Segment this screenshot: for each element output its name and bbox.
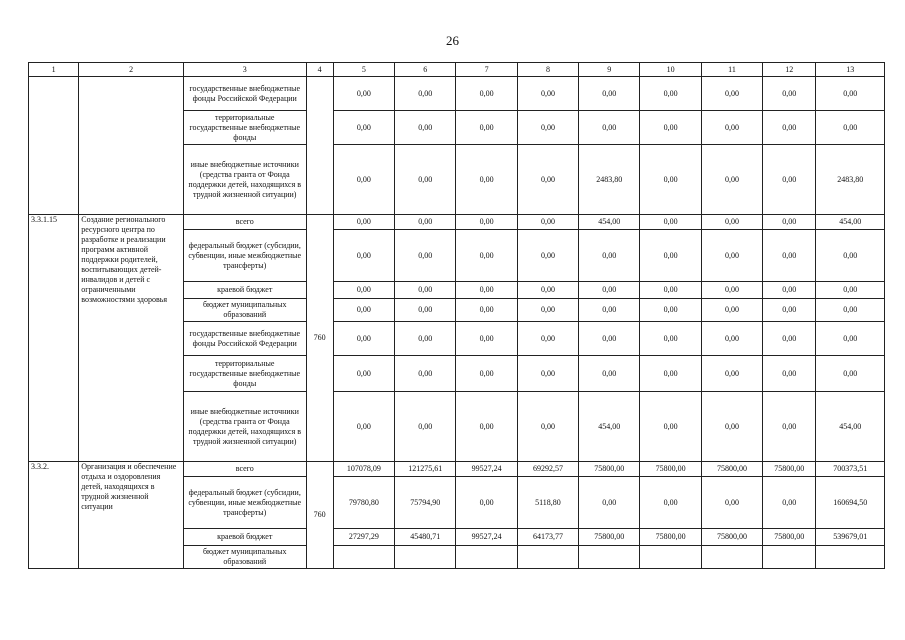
amount-cell: 0,00: [579, 282, 640, 299]
amount-cell: 0,00: [816, 230, 885, 282]
source-cell: бюджет муниципальных образований: [183, 299, 306, 322]
amount-cell: 0,00: [517, 322, 578, 356]
amount-cell: 0,00: [763, 230, 816, 282]
amount-cell: 0,00: [701, 299, 762, 322]
source-cell: федеральный бюджет (субсидии, субвенции, иные межбюджетные трансферты): [183, 230, 306, 282]
table-row: [29, 215, 885, 230]
amount-cell: 0,00: [640, 282, 701, 299]
source-cell: бюджет муниципальных образований: [183, 546, 306, 569]
amount-cell: 0,00: [701, 322, 762, 356]
amount-cell: 0,00: [763, 322, 816, 356]
amount-cell: 0,00: [456, 282, 517, 299]
amount-cell: 27297,29: [333, 529, 394, 546]
amount-cell: 0,00: [517, 392, 578, 462]
amount-cell: 0,00: [333, 392, 394, 462]
amount-cell: 0,00: [763, 392, 816, 462]
amount-cell: 2483,80: [579, 145, 640, 215]
amount-cell: 0,00: [517, 299, 578, 322]
column-number: 7: [456, 63, 517, 77]
amount-cell: 0,00: [579, 299, 640, 322]
amount-cell: 0,00: [640, 322, 701, 356]
amount-cell: 0,00: [763, 282, 816, 299]
amount-cell: [640, 546, 701, 569]
item-code: 3.3.1.15: [29, 215, 79, 462]
amount-cell: 75800,00: [579, 529, 640, 546]
amount-cell: 0,00: [395, 356, 456, 392]
table-body: [29, 63, 885, 569]
item-name: Организация и обеспечение отдыха и оздоровления детей, находящихся в трудной жизненной ситуации: [79, 462, 184, 569]
amount-cell: 107078,09: [333, 462, 394, 477]
amount-cell: 0,00: [640, 299, 701, 322]
amount-cell: 0,00: [456, 111, 517, 145]
budget-table: [28, 62, 885, 569]
amount-cell: 0,00: [395, 299, 456, 322]
code-cell: [29, 77, 79, 215]
amount-cell: 69292,57: [517, 462, 578, 477]
column-number: 3: [183, 63, 306, 77]
amount-cell: 75800,00: [763, 462, 816, 477]
amount-cell: 0,00: [579, 77, 640, 111]
amount-cell: 0,00: [456, 392, 517, 462]
name-cell: [79, 77, 184, 215]
amount-cell: 75800,00: [579, 462, 640, 477]
amount-cell: 0,00: [456, 356, 517, 392]
amount-cell: 0,00: [395, 392, 456, 462]
amount-cell: 0,00: [517, 230, 578, 282]
amount-cell: 45480,71: [395, 529, 456, 546]
amount-cell: 0,00: [395, 282, 456, 299]
grbs-code: 760: [306, 462, 333, 569]
amount-cell: 121275,61: [395, 462, 456, 477]
column-number: 1: [29, 63, 79, 77]
amount-cell: [333, 546, 394, 569]
amount-cell: 0,00: [701, 77, 762, 111]
amount-cell: 0,00: [701, 230, 762, 282]
amount-cell: 75794,90: [395, 477, 456, 529]
source-cell: иные внебюджетные источники (средства гранта от Фонда поддержки детей, находящихся в трудной жизненной ситуации): [183, 145, 306, 215]
column-number: 10: [640, 63, 701, 77]
amount-cell: [579, 546, 640, 569]
amount-cell: 0,00: [333, 282, 394, 299]
amount-cell: 0,00: [456, 299, 517, 322]
amount-cell: 0,00: [763, 356, 816, 392]
header-row: [29, 63, 885, 77]
amount-cell: 0,00: [395, 215, 456, 230]
amount-cell: [517, 546, 578, 569]
amount-cell: [701, 546, 762, 569]
amount-cell: 0,00: [816, 111, 885, 145]
amount-cell: 0,00: [333, 111, 394, 145]
amount-cell: 0,00: [640, 477, 701, 529]
amount-cell: 0,00: [395, 77, 456, 111]
column-number: 6: [395, 63, 456, 77]
amount-cell: 0,00: [701, 392, 762, 462]
amount-cell: 0,00: [456, 145, 517, 215]
amount-cell: 2483,80: [816, 145, 885, 215]
item-code: 3.3.2.: [29, 462, 79, 569]
amount-cell: 0,00: [701, 356, 762, 392]
amount-cell: 0,00: [816, 322, 885, 356]
amount-cell: 0,00: [701, 215, 762, 230]
amount-cell: 0,00: [333, 299, 394, 322]
amount-cell: 0,00: [816, 282, 885, 299]
amount-cell: 0,00: [517, 356, 578, 392]
amount-cell: 454,00: [579, 215, 640, 230]
amount-cell: 0,00: [701, 282, 762, 299]
amount-cell: 0,00: [640, 356, 701, 392]
amount-cell: 0,00: [579, 322, 640, 356]
amount-cell: 0,00: [640, 145, 701, 215]
amount-cell: 0,00: [333, 77, 394, 111]
amount-cell: 0,00: [640, 215, 701, 230]
amount-cell: 160694,50: [816, 477, 885, 529]
amount-cell: 0,00: [456, 230, 517, 282]
amount-cell: 0,00: [333, 215, 394, 230]
amount-cell: 0,00: [517, 111, 578, 145]
source-cell: территориальные государственные внебюджетные фонды: [183, 111, 306, 145]
column-number: 8: [517, 63, 578, 77]
amount-cell: 0,00: [763, 145, 816, 215]
amount-cell: 454,00: [816, 215, 885, 230]
source-cell: всего: [183, 215, 306, 230]
source-cell: краевой бюджет: [183, 529, 306, 546]
amount-cell: 0,00: [517, 77, 578, 111]
amount-cell: 0,00: [456, 77, 517, 111]
amount-cell: 0,00: [763, 77, 816, 111]
amount-cell: 0,00: [640, 230, 701, 282]
amount-cell: 75800,00: [640, 462, 701, 477]
amount-cell: 454,00: [816, 392, 885, 462]
amount-cell: 0,00: [816, 356, 885, 392]
amount-cell: 0,00: [456, 215, 517, 230]
amount-cell: [763, 546, 816, 569]
amount-cell: 0,00: [816, 77, 885, 111]
amount-cell: 99527,24: [456, 529, 517, 546]
amount-cell: 0,00: [579, 230, 640, 282]
amount-cell: 454,00: [579, 392, 640, 462]
amount-cell: 0,00: [763, 477, 816, 529]
amount-cell: [816, 546, 885, 569]
column-number: 11: [701, 63, 762, 77]
source-cell: государственные внебюджетные фонды Российской Федерации: [183, 322, 306, 356]
amount-cell: 0,00: [640, 77, 701, 111]
amount-cell: 0,00: [640, 111, 701, 145]
amount-cell: 75800,00: [701, 529, 762, 546]
source-cell: краевой бюджет: [183, 282, 306, 299]
amount-cell: 0,00: [333, 356, 394, 392]
source-cell: всего: [183, 462, 306, 477]
amount-cell: 0,00: [333, 145, 394, 215]
source-cell: территориальные государственные внебюджетные фонды: [183, 356, 306, 392]
amount-cell: 0,00: [579, 356, 640, 392]
source-cell: федеральный бюджет (субсидии, субвенции, иные межбюджетные трансферты): [183, 477, 306, 529]
grbs-cell: [306, 77, 333, 215]
amount-cell: 75800,00: [640, 529, 701, 546]
grbs-code: 760: [306, 215, 333, 462]
amount-cell: 64173,77: [517, 529, 578, 546]
column-number: 12: [763, 63, 816, 77]
amount-cell: 0,00: [395, 322, 456, 356]
amount-cell: 0,00: [701, 145, 762, 215]
amount-cell: 539679,01: [816, 529, 885, 546]
amount-cell: 0,00: [517, 215, 578, 230]
amount-cell: 0,00: [517, 282, 578, 299]
amount-cell: [395, 546, 456, 569]
amount-cell: 0,00: [816, 299, 885, 322]
amount-cell: 0,00: [333, 322, 394, 356]
amount-cell: 5118,80: [517, 477, 578, 529]
amount-cell: 0,00: [640, 392, 701, 462]
amount-cell: 700373,51: [816, 462, 885, 477]
amount-cell: 0,00: [395, 230, 456, 282]
column-number: 4: [306, 63, 333, 77]
item-name: Создание регионального ресурсного центра по разработке и реализации программ активной поддержки родителей, воспитывающих детей-инвалидов и детей с ограниченными возможностями здоровья: [79, 215, 184, 462]
column-number: 2: [79, 63, 184, 77]
amount-cell: 0,00: [701, 477, 762, 529]
source-cell: иные внебюджетные источники (средства гранта от Фонда поддержки детей, находящихся в трудной жизненной ситуации): [183, 392, 306, 462]
amount-cell: 75800,00: [701, 462, 762, 477]
amount-cell: 0,00: [763, 111, 816, 145]
amount-cell: 0,00: [763, 215, 816, 230]
amount-cell: 0,00: [456, 477, 517, 529]
column-number: 5: [333, 63, 394, 77]
source-cell: государственные внебюджетные фонды Российской Федерации: [183, 77, 306, 111]
column-number: 13: [816, 63, 885, 77]
amount-cell: 0,00: [395, 145, 456, 215]
amount-cell: 75800,00: [763, 529, 816, 546]
amount-cell: 79780,80: [333, 477, 394, 529]
amount-cell: [456, 546, 517, 569]
amount-cell: 0,00: [395, 111, 456, 145]
table-row: [29, 77, 885, 111]
page-number: 26: [446, 33, 459, 48]
amount-cell: 0,00: [456, 322, 517, 356]
amount-cell: 0,00: [763, 299, 816, 322]
table-row: [29, 462, 885, 477]
amount-cell: 0,00: [517, 145, 578, 215]
amount-cell: 0,00: [579, 477, 640, 529]
amount-cell: 0,00: [333, 230, 394, 282]
amount-cell: 99527,24: [456, 462, 517, 477]
amount-cell: 0,00: [701, 111, 762, 145]
amount-cell: 0,00: [579, 111, 640, 145]
column-number: 9: [579, 63, 640, 77]
